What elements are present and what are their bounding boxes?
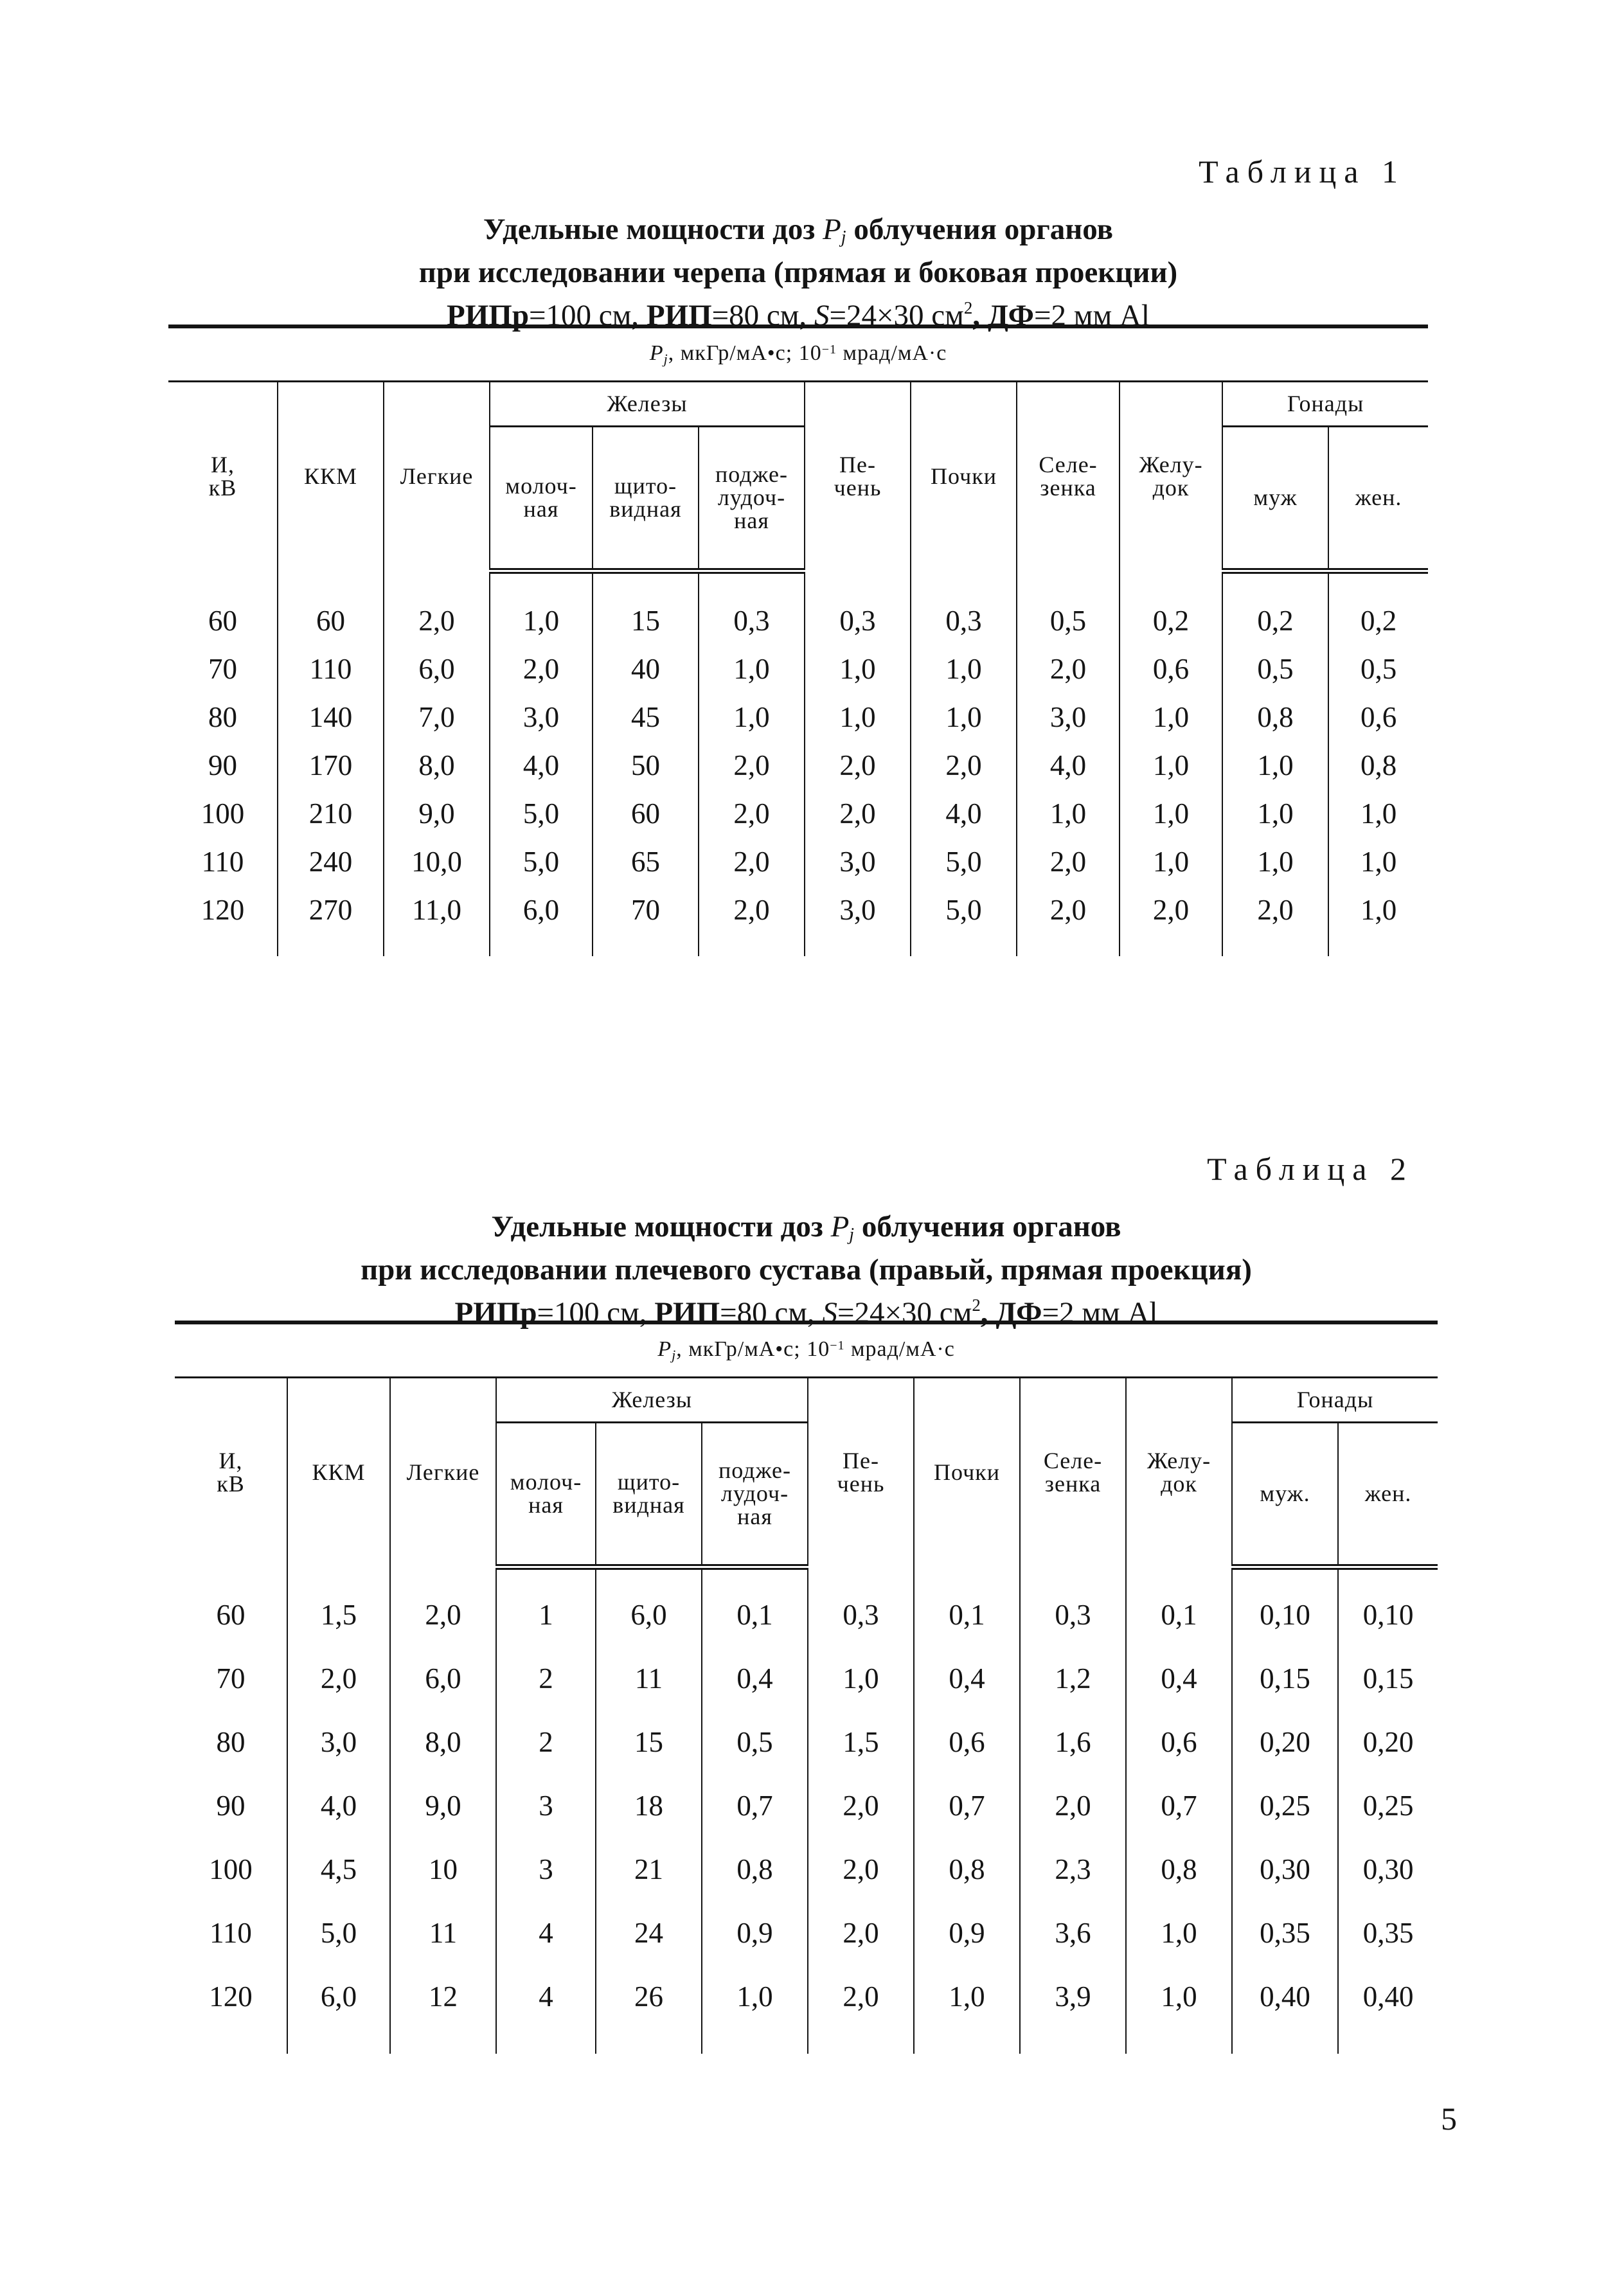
table-2-caption: Удельные мощности доз $P_j$ облучения органов при исследовании плечевого сустава (правый, прямая проекция) РИПр=100 см, РИП=80 см, S=24×30 $см^2$, ДФ=2 мм Al — [361, 1210, 1252, 1330]
table-cell: 1,0 — [1126, 1964, 1232, 2028]
table-cell: 80 — [216, 1725, 245, 1758]
table-cell: 2,0 — [805, 741, 911, 789]
table-cell: 60 — [208, 604, 237, 637]
col-spleen-header: Селе- зенка — [1017, 381, 1120, 571]
table-cell: 1,0 — [805, 645, 911, 693]
col-thyroid-header: щито- видная — [593, 426, 699, 571]
col-spleen-header: Селе- зенка — [1020, 1377, 1126, 1567]
table-row — [175, 1646, 1438, 1710]
table-row — [175, 1583, 1438, 1646]
table-cell: 0,7 — [914, 1774, 1020, 1837]
col-lungs-header: Легкие — [390, 1377, 496, 1567]
table-cell: 0,3 — [699, 596, 805, 645]
table-row — [168, 885, 1428, 934]
table-cell: 0,1 — [914, 1583, 1020, 1646]
table-cell: 6,0 — [490, 885, 593, 934]
table-cell: 2,0 — [490, 645, 593, 693]
table-cell: 5,0 — [911, 837, 1017, 885]
col-stomach-header: Желу- док — [1126, 1377, 1232, 1567]
table-cell: 1,0 — [1328, 885, 1428, 934]
table-cell: 2,0 — [1222, 885, 1328, 934]
table-cell: 1,0 — [1120, 693, 1222, 741]
table-cell: 50 — [593, 741, 699, 789]
table-cell: 0,15 — [1232, 1646, 1338, 1710]
table-cell: 3,9 — [1020, 1964, 1126, 2028]
table-row — [175, 1964, 1438, 2028]
table-cell: 60 — [593, 789, 699, 837]
table-cell: 21 — [596, 1837, 702, 1901]
table-cell: 0,6 — [1328, 693, 1428, 741]
table-cell: 1,2 — [1020, 1646, 1126, 1710]
table-cell: 1,0 — [699, 645, 805, 693]
table-row — [175, 1774, 1438, 1837]
table-cell: 2,0 — [699, 789, 805, 837]
table-cell: 2,0 — [287, 1646, 390, 1710]
table-cell: 0,4 — [1126, 1646, 1232, 1710]
col-female-header: жен. — [1328, 426, 1428, 571]
table-row — [168, 741, 1428, 789]
table-row — [175, 1901, 1438, 1964]
table-cell: 0,1 — [1126, 1583, 1232, 1646]
table-cell: 1,0 — [911, 645, 1017, 693]
table-cell: 5,0 — [490, 837, 593, 885]
table-cell: 210 — [278, 789, 384, 837]
table-cell: 3,0 — [287, 1710, 390, 1774]
table-cell: 170 — [278, 741, 384, 789]
table-row — [168, 693, 1428, 741]
col-gonads-header: Гонады — [1232, 1377, 1438, 1422]
table-cell: 0,35 — [1338, 1901, 1438, 1964]
table-cell: 0,3 — [805, 596, 911, 645]
table-cell: 4,0 — [1017, 741, 1120, 789]
table-cell: 70 — [593, 885, 699, 934]
table-cell: 1,0 — [1222, 837, 1328, 885]
table-cell: 0,15 — [1338, 1646, 1438, 1710]
table-cell: 2,0 — [808, 1837, 914, 1901]
col-kkm-header: ККМ — [278, 381, 384, 571]
table-cell: 1,0 — [1328, 789, 1428, 837]
col-kidneys-header: Почки — [911, 381, 1017, 571]
col-male-header: муж — [1222, 426, 1328, 571]
table-cell: 5,0 — [911, 885, 1017, 934]
table-cell: 11,0 — [384, 885, 490, 934]
table-cell: 120 — [209, 1980, 253, 2013]
table-cell: 10 — [390, 1837, 496, 1901]
table-cell: 3 — [496, 1774, 596, 1837]
table-cell: 3,6 — [1020, 1901, 1126, 1964]
table-cell: 12 — [390, 1964, 496, 2028]
table-cell: 1,0 — [1017, 789, 1120, 837]
col-glands-header: Железы — [490, 381, 805, 426]
table-cell: 0,40 — [1232, 1964, 1338, 2028]
table-cell: 65 — [593, 837, 699, 885]
table-cell: 0,20 — [1232, 1710, 1338, 1774]
table-cell: 15 — [593, 596, 699, 645]
table-cell: 110 — [201, 845, 244, 878]
table-cell: 0,3 — [911, 596, 1017, 645]
table-cell: 2 — [496, 1710, 596, 1774]
table-cell: 0,5 — [1328, 645, 1428, 693]
table-cell: 0,35 — [1232, 1901, 1338, 1964]
table-cell: 2,0 — [1020, 1774, 1126, 1837]
table-cell: 15 — [596, 1710, 702, 1774]
table-cell: 100 — [209, 1853, 253, 1885]
table-cell: 1,0 — [911, 693, 1017, 741]
table-row — [175, 1837, 1438, 1901]
col-pancreas-header: подже- лудоч- ная — [702, 1422, 808, 1567]
table-row — [175, 1710, 1438, 1774]
col-gonads-header: Гонады — [1222, 381, 1428, 426]
table-cell: 1,0 — [1120, 837, 1222, 885]
table-cell: 0,2 — [1120, 596, 1222, 645]
table-cell: 2,0 — [808, 1774, 914, 1837]
table-cell: 3,0 — [805, 837, 911, 885]
table-cell: 90 — [216, 1789, 245, 1822]
table-cell: 110 — [278, 645, 384, 693]
table-cell: 1,0 — [914, 1964, 1020, 2028]
col-thyroid-header: щито- видная — [596, 1422, 702, 1567]
col-breast-header: молоч- ная — [496, 1422, 596, 1567]
table-cell: 0,5 — [1017, 596, 1120, 645]
table-cell: 0,9 — [702, 1901, 808, 1964]
table-2-label: Таблица 2 — [1207, 1151, 1414, 1187]
table-cell: 2,0 — [1017, 645, 1120, 693]
col-female-header: жен. — [1338, 1422, 1438, 1567]
table-cell: 0,20 — [1338, 1710, 1438, 1774]
units-caption: $P_j$, мкГр/мА•с; $10^{-1}$ мрад/мА·с — [175, 1322, 1438, 1377]
table-cell: 270 — [278, 885, 384, 934]
table-cell: 2,0 — [808, 1964, 914, 2028]
units-caption: $P_j$, мкГр/мА•с; $10^{-1}$ мрад/мА·с — [168, 326, 1428, 381]
page-number: 5 — [1441, 2101, 1457, 2137]
table-cell: 1 — [496, 1583, 596, 1646]
table-cell: 11 — [390, 1901, 496, 1964]
table-cell: 0,10 — [1232, 1583, 1338, 1646]
table-cell: 0,1 — [702, 1583, 808, 1646]
table-cell: 40 — [593, 645, 699, 693]
table-cell: 5,0 — [490, 789, 593, 837]
col-glands-header: Железы — [496, 1377, 808, 1422]
table-cell: 0,30 — [1232, 1837, 1338, 1901]
table-cell: 0,3 — [808, 1583, 914, 1646]
col-liver-header: Пе- чень — [805, 381, 911, 571]
col-pancreas-header: подже- лудоч- ная — [699, 426, 805, 571]
table-cell: 4 — [496, 1901, 596, 1964]
table-cell: 0,2 — [1328, 596, 1428, 645]
table-cell: 0,6 — [1120, 645, 1222, 693]
table-cell: 24 — [596, 1901, 702, 1964]
table-2 — [175, 1321, 1438, 2054]
col-kv-header: И, кВ — [217, 1448, 245, 1497]
table-cell: 9,0 — [390, 1774, 496, 1837]
table-cell: 70 — [216, 1662, 245, 1695]
table-cell: 0,30 — [1338, 1837, 1438, 1901]
table-cell: 0,9 — [914, 1901, 1020, 1964]
table-cell: 26 — [596, 1964, 702, 2028]
table-cell: 2,0 — [699, 837, 805, 885]
table-cell: 1,0 — [1328, 837, 1428, 885]
table-cell: 2,0 — [699, 885, 805, 934]
table-cell: 1,0 — [1126, 1901, 1232, 1964]
table-cell: 2,3 — [1020, 1837, 1126, 1901]
table-cell: 2 — [496, 1646, 596, 1710]
table-row — [168, 789, 1428, 837]
table-cell: 3,0 — [490, 693, 593, 741]
table-cell: 140 — [278, 693, 384, 741]
table-cell: 4,0 — [490, 741, 593, 789]
table-cell: 240 — [278, 837, 384, 885]
table-cell: 1,5 — [287, 1583, 390, 1646]
table-cell: 9,0 — [384, 789, 490, 837]
table-cell: 3,0 — [805, 885, 911, 934]
table-cell: 0,7 — [1126, 1774, 1232, 1837]
table-cell: 60 — [278, 596, 384, 645]
table-cell: 60 — [216, 1598, 245, 1631]
table-cell: 2,0 — [1017, 837, 1120, 885]
col-breast-header: молоч- ная — [490, 426, 593, 571]
table-1-caption: Удельные мощности доз $P_j$ облучения органов при исследовании черепа (прямая и боковая проекции) РИПр=100 см, РИП=80 см, S=24×30 $см^2$, ДФ=2 мм Al — [418, 213, 1178, 332]
table-cell: 18 — [596, 1774, 702, 1837]
table-cell: 2,0 — [699, 741, 805, 789]
table-cell: 6,0 — [390, 1646, 496, 1710]
table-cell: 0,10 — [1338, 1583, 1438, 1646]
table-cell: 2,0 — [1017, 885, 1120, 934]
table-cell: 5,0 — [287, 1901, 390, 1964]
table-cell: 0,8 — [702, 1837, 808, 1901]
col-kv-header: И, кВ — [208, 452, 237, 501]
table-cell: 2,0 — [808, 1901, 914, 1964]
table-cell: 4,0 — [287, 1774, 390, 1837]
table-cell: 2,0 — [390, 1583, 496, 1646]
table-cell: 1,0 — [699, 693, 805, 741]
table-cell: 1,0 — [1120, 789, 1222, 837]
table-cell: 0,25 — [1338, 1774, 1438, 1837]
col-male-header: муж. — [1232, 1422, 1338, 1567]
table-1 — [168, 325, 1428, 956]
table-1-label: Таблица 1 — [1199, 154, 1405, 190]
table-cell: 2,0 — [384, 596, 490, 645]
table-cell: 100 — [201, 797, 245, 830]
col-stomach-header: Желу- док — [1120, 381, 1222, 571]
table-cell: 1,0 — [702, 1964, 808, 2028]
table-cell: 1,0 — [1222, 741, 1328, 789]
table-cell: 70 — [208, 652, 237, 685]
col-kkm-header: ККМ — [287, 1377, 390, 1567]
table-cell: 1,0 — [490, 596, 593, 645]
table-cell: 120 — [201, 893, 245, 926]
table-cell: 0,25 — [1232, 1774, 1338, 1837]
table-cell: 0,2 — [1222, 596, 1328, 645]
table-cell: 3,0 — [1017, 693, 1120, 741]
table-cell: 1,5 — [808, 1710, 914, 1774]
table-cell: 2,0 — [1120, 885, 1222, 934]
table-cell: 1,0 — [1222, 789, 1328, 837]
table-cell: 6,0 — [287, 1964, 390, 2028]
table-row — [168, 596, 1428, 645]
col-liver-header: Пе- чень — [808, 1377, 914, 1567]
col-lungs-header: Легкие — [384, 381, 490, 571]
table-cell: 0,6 — [914, 1710, 1020, 1774]
table-cell: 8,0 — [384, 741, 490, 789]
table-cell: 0,8 — [1126, 1837, 1232, 1901]
table-cell: 4 — [496, 1964, 596, 2028]
table-cell: 0,8 — [1222, 693, 1328, 741]
table-cell: 0,8 — [1328, 741, 1428, 789]
table-cell: 110 — [210, 1916, 252, 1949]
table-cell: 80 — [208, 700, 237, 733]
table-cell: 10,0 — [384, 837, 490, 885]
table-cell: 0,4 — [914, 1646, 1020, 1710]
table-cell: 3 — [496, 1837, 596, 1901]
table-cell: 4,5 — [287, 1837, 390, 1901]
table-cell: 90 — [208, 749, 237, 781]
table-cell: 0,8 — [914, 1837, 1020, 1901]
table-cell: 0,4 — [702, 1646, 808, 1710]
table-cell: 1,0 — [1120, 741, 1222, 789]
table-cell: 1,0 — [805, 693, 911, 741]
table-cell: 1,6 — [1020, 1710, 1126, 1774]
table-cell: 2,0 — [911, 741, 1017, 789]
table-cell: 2,0 — [805, 789, 911, 837]
table-cell: 4,0 — [911, 789, 1017, 837]
table-cell: 0,3 — [1020, 1583, 1126, 1646]
table-cell: 1,0 — [808, 1646, 914, 1710]
table-row — [168, 645, 1428, 693]
table-cell: 0,7 — [702, 1774, 808, 1837]
table-cell: 0,5 — [702, 1710, 808, 1774]
table-cell: 8,0 — [390, 1710, 496, 1774]
col-kidneys-header: Почки — [914, 1377, 1020, 1567]
table-row — [168, 837, 1428, 885]
table-cell: 6,0 — [384, 645, 490, 693]
table-cell: 6,0 — [596, 1583, 702, 1646]
table-cell: 11 — [596, 1646, 702, 1710]
table-cell: 0,6 — [1126, 1710, 1232, 1774]
table-cell: 45 — [593, 693, 699, 741]
table-cell: 0,40 — [1338, 1964, 1438, 2028]
table-cell: 0,5 — [1222, 645, 1328, 693]
table-cell: 7,0 — [384, 693, 490, 741]
